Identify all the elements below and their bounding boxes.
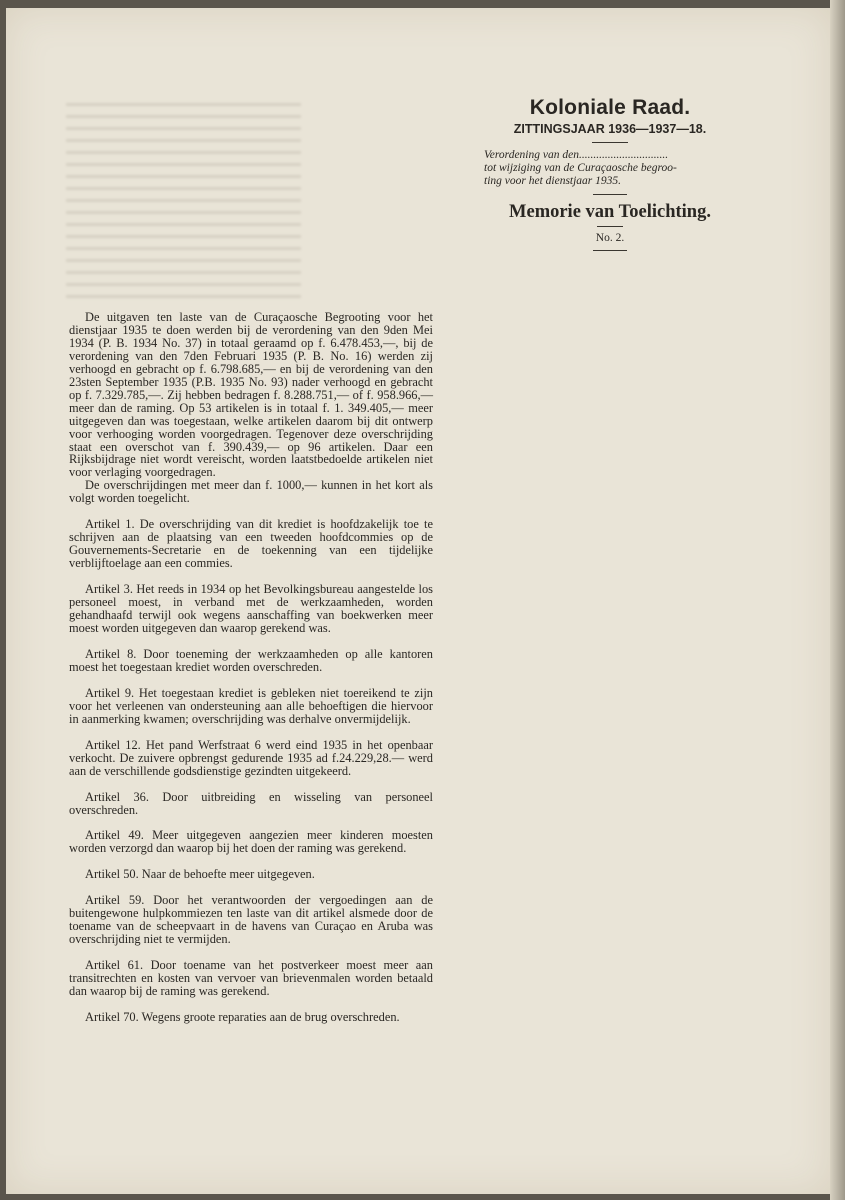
subject-line-3: ting voor het dienstjaar 1935.: [484, 175, 622, 187]
bleed-through-text: [66, 103, 301, 303]
document-header: [476, 96, 744, 257]
article-61-paragraph: Artikel 61. Door toename van het postverkeer moest meer aan transitrechten en kosten van vervoer van brievenmalen worden betaald dan waarop bij de raming was gerekend.: [69, 958, 433, 999]
subject-line-2: tot wijziging van de Curaçaosche begroo-: [484, 162, 677, 174]
document-page: [6, 8, 830, 1194]
article-8-paragraph: Artikel 8. Door toeneming der werkzaamheden op alle kantoren moest het toegestaan krediet worden overschreden.: [69, 646, 433, 674]
article-59-paragraph: Artikel 59. Door het verantwoorden der vergoedingen aan de buitengewone hulpkommiezen ten laste van dit artikel alsmede door de toename van de scheepvaart in de havens van Curaçao en Aruba was overschrijding niet te vermijden.: [69, 893, 433, 947]
session-year: ZITTINGSJAAR 1936—1937—18.: [513, 122, 707, 136]
intro-paragraph: De uitgaven ten laste van de Curaçaosche Begrooting voor het dienstjaar 1935 te doen werden bij de verordening van den 9den Mei 1934 (P. B. 1934 No. 37) in totaal geraamd op f. 6.478.453,—, bij de verordening van den 7den Februari 1935 (P. B. No. 16) werden zij verhoogd en gebracht op f. 6.798.685,— en bij de verordening van den 23sten September 1935 (P.B. 1935 No. 93) nader verhoogd en gebracht op f. 7.329.785,—. Zij hebben bedragen f. 8.288.751,— of f. 958.966,— meer dan de raming. Op 53 artikelen is in totaal f. 1. 349.405,— meer uitgegeven dan was toegestaan, welke artikelen daarom bij dit ontwerp voor verhooging worden voorgedragen. Tegenover deze overschrijding staat een overschot van f. 390.439,— op 96 artikelen. Daar een Rijksbijdrage niet wordt vereischt, worden laatstbedoelde artikelen niet voor verlaging voorgedragen.: [69, 310, 433, 480]
memorie-heading: Memorie van Toelichting.: [509, 202, 711, 222]
page-edge: [830, 0, 845, 1200]
article-12-paragraph: Artikel 12. Het pand Werfstraat 6 werd eind 1935 in het openbaar verkocht. De zuivere opbrengst gedurende 1935 ad f.24.229,28.— werd aan de verschillende godsdienstige gezindten uitgekeerd.: [69, 737, 433, 778]
document-number: No. 2.: [595, 232, 625, 244]
article-36-paragraph: Artikel 36. Door uitbreiding en wisseling van personeel overschreden.: [69, 789, 433, 817]
overview-paragraph: De overschrijdingen met meer dan f. 1000,— kunnen in het kort als volgt worden toegelicht.: [69, 478, 433, 506]
header-rule: [592, 142, 628, 143]
memorie-rule: [597, 226, 623, 227]
article-3-paragraph: Artikel 3. Het reeds in 1934 op het Bevolkingsbureau aangestelde los personeel moest, in verband met de werkzaamheden, worden gehandhaafd terwijl ook wegens aanschaffing van boekwerken meer moest worden uitgegeven dan waarop gerekend was.: [69, 582, 433, 635]
document-body: [69, 311, 433, 1037]
article-9-paragraph: Artikel 9. Het toegestaan krediet is gebleken niet toereikend te zijn voor het verleenen van ondersteuning aan alle behoeftigen die hiervoor in aanmerking kwamen; overschrijding was derhalve onvermijdelijk.: [69, 685, 433, 726]
subject-rule: [593, 194, 627, 195]
article-49-paragraph: Artikel 49. Meer uitgegeven aangezien meer kinderen moesten worden verzorgd dan waarop bij het doen der raming was gerekend.: [69, 828, 433, 856]
article-70-paragraph: Artikel 70. Wegens groote reparaties aan de brug overschreden.: [85, 1009, 400, 1024]
article-1-paragraph: Artikel 1. De overschrijding van dit krediet is hoofdzakelijk toe te schrijven aan de plaatsing van een tweeden hoofdcommies op de Gouvernements-Secretarie en de toekenning van een tijdelijke verblijftoelage aan een commies.: [69, 517, 433, 571]
article-50-paragraph: Artikel 50. Naar de behoefte meer uitgegeven.: [85, 867, 315, 882]
number-rule: [593, 250, 627, 251]
council-title: Koloniale Raad.: [529, 96, 691, 119]
subject-line-1: Verordening van den...............................: [484, 149, 669, 161]
